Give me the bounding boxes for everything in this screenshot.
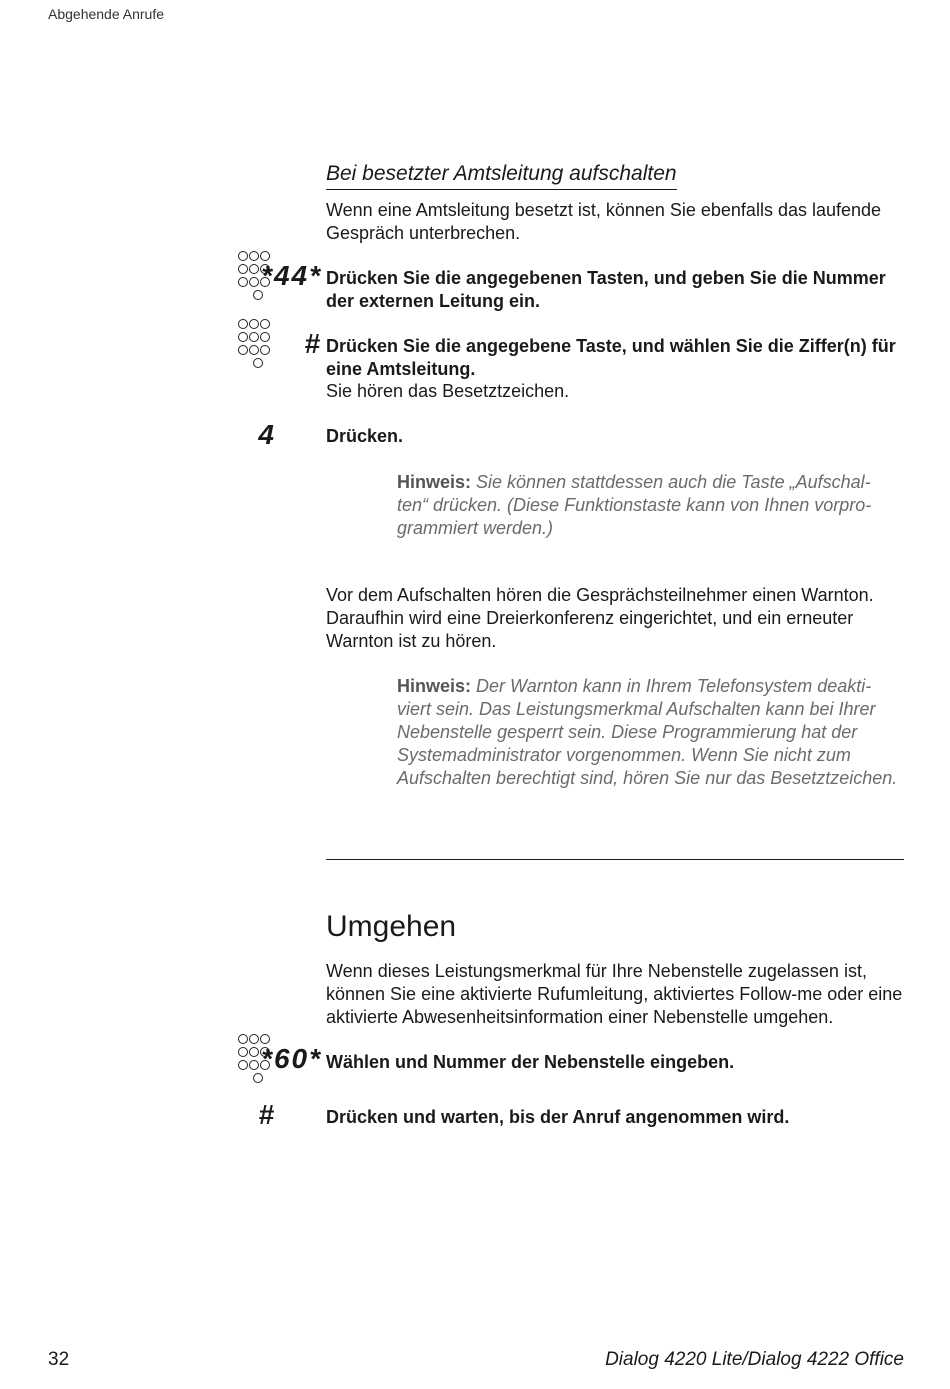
note-text: viert sein. Das Leistungsmerkmal Aufschalten kann bei Ihrer — [397, 699, 876, 719]
step-instruction: Drücken Sie die angegebenen Tasten, und geben Sie die Nummer der externen Leitung ein. — [326, 268, 886, 311]
step-instruction: Wählen und Nummer der Nebenstelle eingeben. — [326, 1052, 735, 1072]
intro-paragraph: Wenn eine Amtsleitung besetzt ist, können Sie ebenfalls das laufende Gespräch unterbrechen. — [326, 200, 882, 243]
section-divider — [326, 859, 904, 860]
keypad-icon — [238, 319, 278, 371]
note-label: Hinweis: — [397, 472, 472, 492]
note-box — [397, 675, 912, 790]
section-title: Bei besetzter Amtsleitung aufschalten — [326, 160, 677, 190]
key-sequence: *60* — [261, 1043, 322, 1074]
body-paragraph: Vor dem Aufschalten hören die Gesprächsteilnehmer einen Warnton. Daraufhin wird eine Dreierkonferenz eingerichtet, und ein erneuter Warnton ist zu hören. — [326, 585, 874, 651]
intro-paragraph: Wenn dieses Leistungsmerkmal für Ihre Nebenstelle zugelassen ist, können Sie eine aktivierte Rufumleitung, aktiviertes Follow-me oder eine aktivierte Abwesenheitsinformation einer Nebenstelle umgehen. — [326, 961, 903, 1027]
key-sequence: *44* — [261, 260, 322, 291]
key-sequence: 4 — [258, 419, 276, 450]
running-header: Abgehende Anrufe — [48, 6, 164, 22]
keypad-icon — [238, 1034, 278, 1086]
note-text: grammiert werden.) — [397, 518, 554, 538]
note-text: Systemadministrator vorgenommen. Wenn Sie nicht zum — [397, 745, 851, 765]
step-result: Sie hören das Besetztzeichen. — [326, 381, 570, 401]
note-text: Nebenstelle gesperrt sein. Diese Programmierung hat der — [397, 722, 858, 742]
page-number: 32 — [48, 1349, 70, 1370]
note-box — [397, 471, 912, 540]
key-sequence: # — [258, 1099, 276, 1130]
document-title: Dialog 4220 Lite/Dialog 4222 Office — [605, 1349, 904, 1370]
section-heading: Umgehen — [326, 910, 457, 943]
key-sequence: # — [304, 328, 322, 359]
step-instruction: Drücken Sie die angegebene Taste, und wählen Sie die Ziffer(n) für eine Amtsleitung. — [326, 336, 896, 379]
step-instruction: Drücken. — [326, 426, 404, 446]
note-text: Aufschalten berechtigt sind, hören Sie nur das Besetztzeichen. — [397, 768, 898, 788]
note-text: Sie können stattdessen auch die Taste „Aufschal- — [476, 472, 871, 492]
step-instruction: Drücken und warten, bis der Anruf angenommen wird. — [326, 1107, 790, 1127]
note-text: ten“ drücken. (Diese Funktionstaste kann von Ihnen vorpro- — [397, 495, 872, 515]
note-label: Hinweis: — [397, 676, 472, 696]
keypad-icon — [238, 251, 278, 303]
note-text: Der Warnton kann in Ihrem Telefonsystem deakti- — [476, 676, 872, 696]
